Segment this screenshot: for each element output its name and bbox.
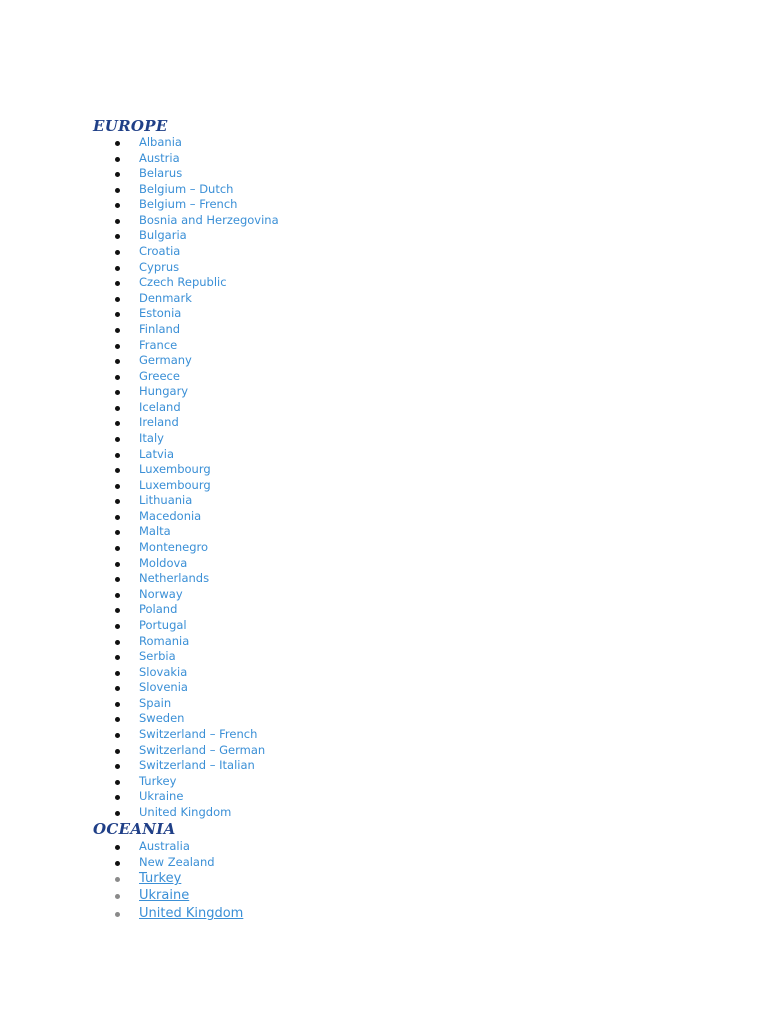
country-link[interactable]: Macedonia (139, 508, 202, 523)
country-link[interactable]: Finland (139, 321, 181, 336)
bullet-icon (115, 577, 120, 582)
bullet-icon (115, 530, 120, 535)
bullet-icon (115, 912, 120, 917)
bullet-icon (115, 390, 120, 395)
country-link[interactable]: Austria (139, 150, 180, 165)
country-link[interactable]: Switzerland – Italian (139, 758, 255, 773)
bullet-icon (115, 671, 120, 676)
bullet-icon (115, 861, 120, 866)
country-link[interactable]: Luxembourg (139, 462, 211, 477)
country-link[interactable]: Denmark (139, 290, 192, 305)
country-link[interactable]: Malta (139, 524, 171, 539)
country-link[interactable]: Czech Republic (139, 275, 227, 290)
country-link[interactable]: Hungary (139, 384, 189, 399)
bullet-icon (115, 515, 120, 520)
country-link[interactable]: United Kingdom (139, 804, 232, 819)
bullet-icon (115, 172, 120, 177)
bullet-icon (115, 877, 120, 882)
bullet-icon (115, 795, 120, 800)
country-link[interactable]: Spain (139, 695, 172, 710)
country-link[interactable]: Iceland (139, 399, 181, 414)
country-link[interactable]: Latvia (139, 446, 175, 461)
bullet-icon (115, 562, 120, 567)
bullet-icon (115, 811, 120, 816)
country-link[interactable]: Romania (139, 633, 190, 648)
bullet-icon (115, 141, 120, 146)
bullet-icon (115, 250, 120, 255)
country-link[interactable]: Estonia (139, 306, 182, 321)
country-link[interactable]: Croatia (139, 244, 181, 259)
oceania-heading: OCEANIA (93, 820, 176, 838)
bullet-icon (115, 421, 120, 426)
country-link[interactable]: New Zealand (139, 854, 215, 869)
bullet-icon (115, 780, 120, 785)
country-link[interactable]: Greece (139, 368, 180, 383)
bullet-icon (115, 312, 120, 317)
country-link[interactable]: Portugal (139, 617, 187, 632)
bullet-icon (115, 749, 120, 754)
bullet-icon (115, 499, 120, 504)
country-link[interactable]: Belgium – French (139, 197, 238, 212)
bullet-icon (115, 702, 120, 707)
country-link[interactable]: Netherlands (139, 571, 210, 586)
country-link[interactable]: Switzerland – German (139, 742, 266, 757)
country-link[interactable]: Switzerland – French (139, 726, 258, 741)
bullet-icon (115, 764, 120, 769)
country-link[interactable]: Australia (139, 839, 190, 853)
bullet-icon (115, 359, 120, 364)
country-link[interactable]: Luxembourg (139, 477, 211, 492)
country-link[interactable]: Belarus (139, 166, 183, 181)
country-link[interactable]: Montenegro (139, 540, 209, 555)
bullet-icon (115, 468, 120, 473)
country-link[interactable]: Albania (139, 135, 182, 149)
country-link[interactable]: Sweden (139, 711, 185, 726)
bullet-icon (115, 655, 120, 660)
bullet-icon (115, 733, 120, 738)
country-link[interactable]: Moldova (139, 555, 188, 570)
bullet-icon (115, 375, 120, 380)
bullet-icon (115, 328, 120, 333)
country-link[interactable]: Cyprus (139, 259, 180, 274)
country-link[interactable]: Turkey (139, 773, 177, 788)
bullet-icon (115, 484, 120, 489)
country-link[interactable]: Lithuania (139, 493, 193, 508)
bullet-icon (115, 640, 120, 645)
country-link[interactable]: Ukraine (139, 888, 190, 904)
bullet-icon (115, 203, 120, 208)
europe-heading: EUROPE (93, 117, 168, 135)
country-link[interactable]: Slovenia (139, 680, 188, 695)
country-link[interactable]: Belgium – Dutch (139, 181, 234, 196)
bullet-icon (115, 593, 120, 598)
country-link[interactable]: Bosnia and Herzegovina (139, 212, 279, 227)
country-link[interactable]: Ireland (139, 415, 179, 430)
bullet-icon (115, 281, 120, 286)
country-link[interactable]: Serbia (139, 649, 176, 664)
bullet-icon (115, 894, 120, 899)
bullet-icon (115, 344, 120, 349)
country-link[interactable]: Slovakia (139, 664, 188, 679)
bullet-icon (115, 234, 120, 239)
bullet-icon (115, 686, 120, 691)
country-link[interactable]: Turkey (139, 871, 182, 887)
country-link[interactable]: Germany (139, 353, 192, 368)
bullet-icon (115, 437, 120, 442)
country-link[interactable]: Bulgaria (139, 228, 187, 243)
bullet-icon (115, 188, 120, 193)
bullet-icon (115, 546, 120, 551)
bullet-icon (115, 608, 120, 613)
country-link[interactable]: Poland (139, 602, 178, 617)
bullet-icon (115, 845, 120, 850)
bullet-icon (115, 219, 120, 224)
bullet-icon (115, 717, 120, 722)
country-link[interactable]: Italy (139, 430, 164, 445)
country-link[interactable]: United Kingdom (139, 905, 244, 921)
bullet-icon (115, 624, 120, 629)
bullet-icon (115, 157, 120, 162)
bullet-icon (115, 266, 120, 271)
bullet-icon (115, 453, 120, 458)
country-link[interactable]: Norway (139, 586, 183, 601)
country-link[interactable]: France (139, 337, 178, 352)
bullet-icon (115, 406, 120, 411)
country-link[interactable]: Ukraine (139, 789, 184, 804)
bullet-icon (115, 297, 120, 302)
